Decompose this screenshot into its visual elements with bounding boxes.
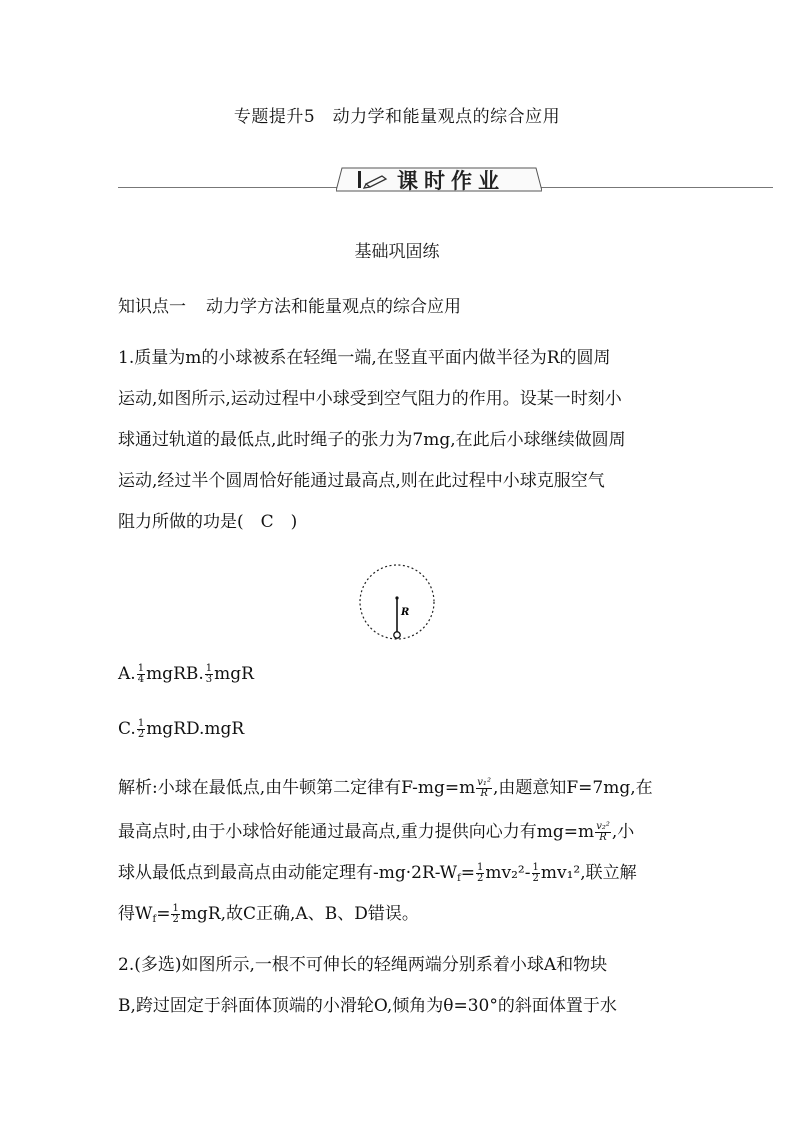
option-text: mgR <box>214 664 254 684</box>
fraction: $\frac{\text{v₂²}}{R}$ <box>596 821 610 843</box>
question-1-line: 运动,如图所示,运动过程中小球受到空气阻力的作用。设某一时刻小 <box>118 389 622 409</box>
analysis-line: 最高点时,由于小球恰好能通过最高点,重力提供向心力有mg=m $\frac{\text{v₂²}}{R}$ ,小 <box>118 821 635 843</box>
circle-figure <box>355 560 439 644</box>
option-text: mgRD.mgR <box>146 719 245 739</box>
question-1-line: 球通过轨道的最低点,此时绳子的张力为7mg,在此后小球继续做圆周 <box>118 430 626 450</box>
option-a-label: A. <box>118 664 136 684</box>
question-1-line: 运动,经过半个圆周恰好能通过最高点,则在此过程中小球克服空气 <box>118 471 605 491</box>
fraction: $\frac{1}{4}$ <box>137 663 145 685</box>
fraction: $\frac{1}{2}$ <box>477 862 484 884</box>
fraction: $\frac{1}{3}$ <box>205 663 213 685</box>
banner-right-rule <box>538 187 773 188</box>
banner-left-rule <box>118 187 340 188</box>
option-text: mgRB. <box>146 664 204 684</box>
question-1-line: 1.质量为m的小球被系在轻绳一端,在竖直平面内做半径为R的圆周 <box>118 348 611 368</box>
question-2-line: B,跨过固定于斜面体顶端的小滑轮O,倾角为θ=30°的斜面体置于水 <box>118 996 617 1016</box>
analysis-line: 球从最低点到最高点由动能定理有-mg·2R-Wf= $\frac{1}{2}$ mv₂²- $\frac{1}{2}$ mv₁²,联立解 <box>118 862 637 884</box>
fraction: $\frac{1}{2}$ <box>172 903 179 925</box>
fraction: $\frac{1}{2}$ <box>532 862 539 884</box>
knowledge-point-number: 知识点一 <box>118 297 186 317</box>
page-title: 专题提升5 动力学和能量观点的综合应用 <box>233 107 561 127</box>
radius-label: R <box>401 607 410 618</box>
ball <box>394 632 400 638</box>
option-c-label: C. <box>118 719 136 739</box>
center-point <box>395 596 398 599</box>
question-1-stem <box>118 338 678 543</box>
question-2-line: 2.(多选)如图所示,一根不可伸长的轻绳两端分别系着小球A和物块 <box>118 955 608 975</box>
section-level: 基础巩固练 <box>354 242 440 262</box>
knowledge-point-heading <box>118 292 461 317</box>
analysis-line: 得Wf= $\frac{1}{2}$ mgR,故C正确,A、B、D错误。 <box>118 903 419 925</box>
banner-label: 课时作业 <box>397 169 505 193</box>
question-1-line: 阻力所做的功是( C ) <box>118 512 298 532</box>
fraction: $\frac{1}{2}$ <box>137 718 145 740</box>
knowledge-point-title: 动力学方法和能量观点的综合应用 <box>206 297 461 317</box>
options-a-b <box>118 664 254 685</box>
fraction: $\frac{\text{v₁²}}{R}$ <box>477 777 491 799</box>
options-c-d <box>118 719 244 740</box>
analysis-line: 解析:小球在最低点,由牛顿第二定律有F-mg=m $\frac{\text{v₁²}}{R}$ ,由题意知F=7mg,在 <box>118 777 653 799</box>
question-2-stem <box>118 945 678 1027</box>
